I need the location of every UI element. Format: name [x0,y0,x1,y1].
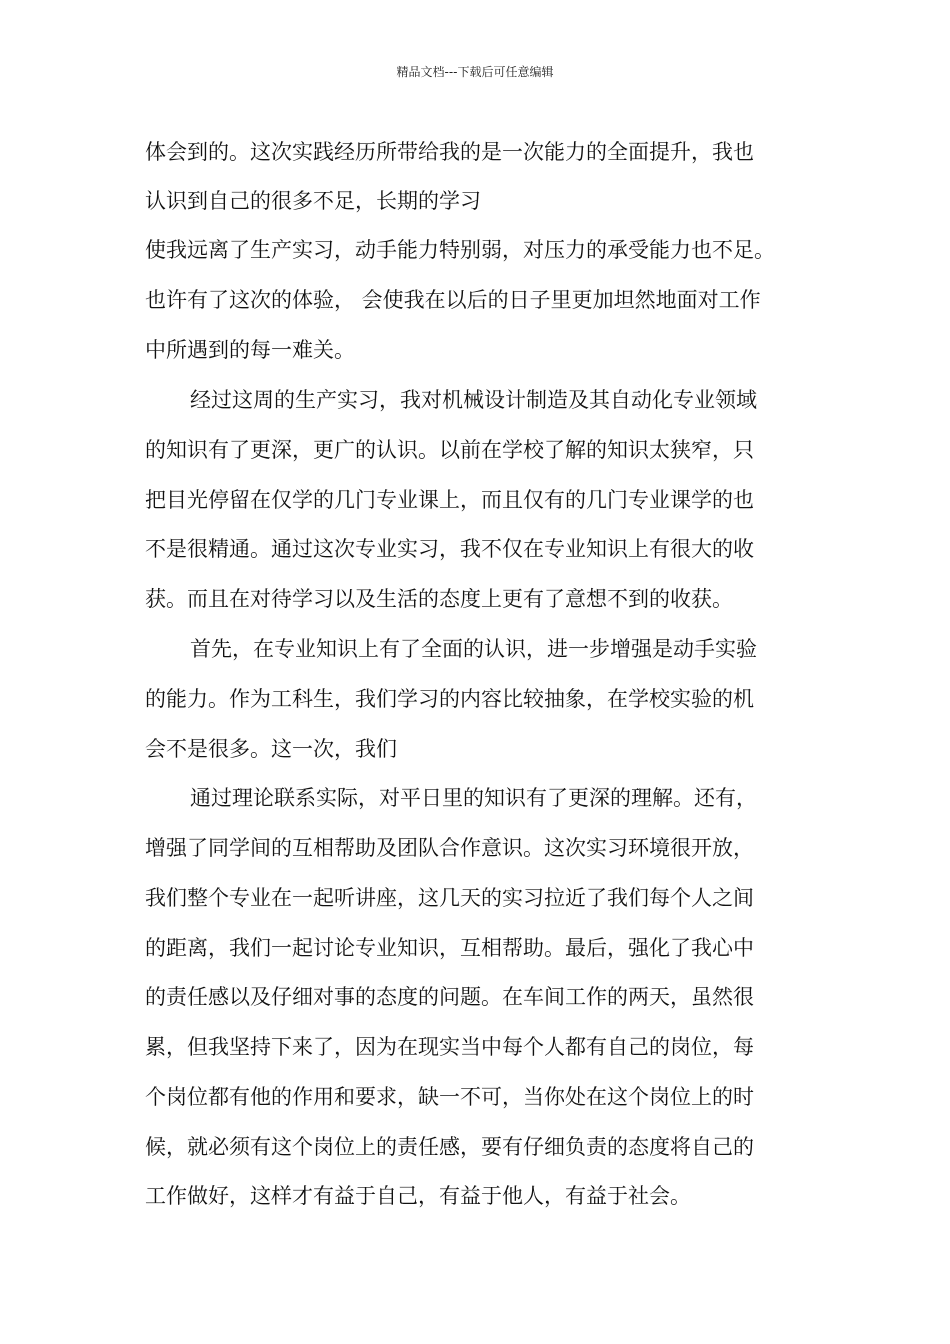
body-text-line: 增强了同学间的互相帮助及团队合作意识。这次实习环境很开放， [145,836,754,860]
page-header: 精品文档---下载后可任意编辑 [396,65,554,79]
body-text-line: 体会到的。这次实践经历所带给我的是一次能力的全面提升，我也 [145,140,754,164]
body-text-line: 会不是很多。这一次，我们 [145,737,397,761]
body-text-line: 个岗位都有他的作用和要求，缺一不可，当你处在这个岗位上的时 [145,1085,754,1109]
body-text-line: 使我远离了生产实习，动手能力特别弱，对压力的承受能力也不足。 [145,238,775,262]
body-text-line: 的知识有了更深，更广的认识。以前在学校了解的知识太狭窄，只 [145,438,754,462]
body-text-line: 的责任感以及仔细对事的态度的问题。在车间工作的两天，虽然很 [145,985,754,1009]
body-text-line: 的能力。作为工科生，我们学习的内容比较抽象，在学校实验的机 [145,687,754,711]
body-text-line: 中所遇到的每一难关。 [145,338,355,362]
body-text-line: 我们整个专业在一起听讲座，这几天的实习拉近了我们每个人之间 [145,886,754,910]
body-text-line: 认识到自己的很多不足，长期的学习 [145,189,481,213]
body-text-line: 把目光停留在仅学的几门专业课上，而且仅有的几门专业课学的也 [145,488,754,512]
body-text-line: 通过理论联系实际，对平日里的知识有了更深的理解。还有， [190,786,757,810]
body-text-line: 候，就必须有这个岗位上的责任感，要有仔细负责的态度将自己的 [145,1135,754,1159]
body-text-line: 累，但我坚持下来了，因为在现实当中每个人都有自己的岗位，每 [145,1035,754,1059]
body-text-line: 工作做好，这样才有益于自己，有益于他人，有益于社会。 [145,1184,691,1208]
body-text-line: 获。而且在对待学习以及生活的态度上更有了意想不到的收获。 [145,587,733,611]
body-text-line: 不是很精通。通过这次专业实习，我不仅在专业知识上有很大的收 [145,537,754,561]
body-text-line: 首先，在专业知识上有了全面的认识，进一步增强是动手实验 [190,637,757,661]
body-text-line: 也许有了这次的体验， 会使我在以后的日子里更加坦然地面对工作 [145,288,761,312]
body-text-line: 的距离，我们一起讨论专业知识，互相帮助。最后，强化了我心中 [145,936,754,960]
body-text-line: 经过这周的生产实习，我对机械设计制造及其自动化专业领域 [190,388,757,412]
